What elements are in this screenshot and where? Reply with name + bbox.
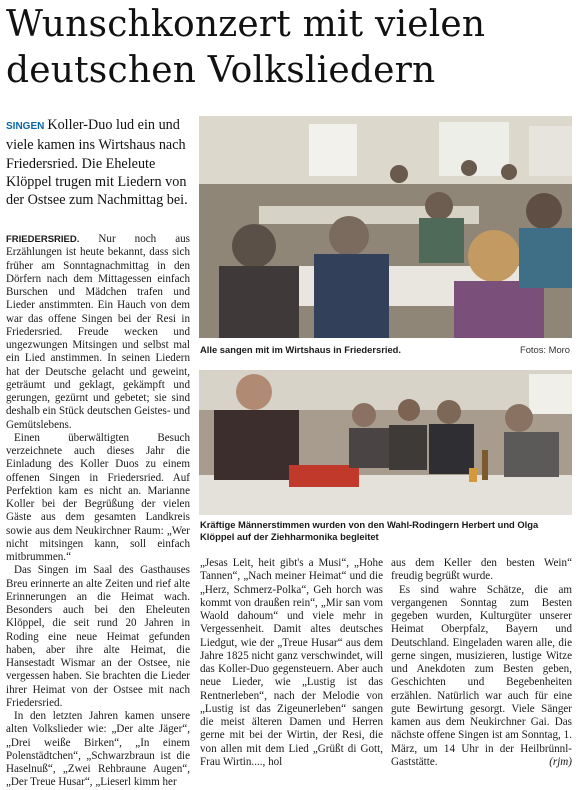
- body-paragraph-5: „Jesas Leit, heit gibt's a Musi“, „Hohe Tannen“, „Nach meiner Heimat“ und die „Herz, Schmerz-Polka“, Geh horch was kommt von draußen rein“, „Mir san vom Waold dahoum“ und viele mehr in Vergessenheit. Damit altes deutsches Liedgut, wie der „Treue Husar“ aus dem Jahre 1825 nicht ganz verschwindet, will das Koller-Duo gegensteuern. Aber auch neue Lieder, wie „Lustig ist das Rentnerleben“, nach der Melodie von „Lustig ist das Zigeunerleben“ sangen die meist älteren Damen und Herren gerne mit bei der Wirtin, der Resi, die von allen mit dem Lied „Grüßt di Gott, Frau Wirtin...., hol: [200, 557, 383, 768]
- kicker-label: SINGEN: [6, 121, 45, 132]
- photo-caption-top: Alle sangen mit im Wirtshaus in Friedersried.: [200, 344, 402, 355]
- photo-male-singers: [199, 370, 572, 515]
- lead-text: Koller-Duo lud ein und viele kamen ins Wirtshaus nach Friedersried. Die Eheleute Klöppel trugen mit Liedern von der Ostsee zum Nachmittag bei.: [6, 117, 188, 209]
- dateline: FRIEDERSRIED.: [6, 234, 80, 245]
- article-column-3: [391, 557, 572, 769]
- body-paragraph-3: Das Singen im Saal des Gasthauses Breu erinnerte an alte Zeiten und rief alte Erinnerungen an die Heimat wach. Besonders auch bei den Eheleuten Klöppel, die seit rund 20 Jahren in Roding eine neue Heimat gefunden haben, aber ihre alte Heimat, die Hansestadt Wismar an der Ostsee, nie vergessen haben. Sie brachten die Lieder ihrer Heimat von der Ostsee mit nach Friedersried.: [6, 564, 190, 709]
- headline: Wunschkonzert mit vielen deutschen Volksliedern: [6, 4, 486, 91]
- photo-singers-in-inn: [199, 116, 572, 338]
- body-paragraph-4: In den letzten Jahren kamen unsere alten Volkslieder wie: „Der alte Jäger“, „Drei weiße Birken“, „In einem Polenstädtchen“, „Schwarzbraun ist die Haselnuß“, „Zwei Rehbraune Augen“, „Der Treue Husar“, „Lieserl kimm her: [6, 710, 190, 789]
- body-text-1: Nur noch aus Erzählungen ist heute bekannt, dass sich früher am Sonntagnachmittag in den Dörfern nach dem Mittagessen einfach Burschen und Mädchen trafen und Lieder anstimmten. Ein Hauch von dem war das offene Singen bei der Resi in Friedersried. Freude wecken und ungezwungen Mitsingen und selbst mal ein Lied anstimmen. In seinen Liedern hat der Deutsche gelacht und geweint, geträumt und geklagt, gekämpft und gerungen, gezürnt und gebetet; sie sind deshalb ein Stück deutschen Geistes- und Gemütslebens.: [6, 233, 191, 431]
- body-text-7: Es sind wahre Schätze, die am vergangenen Sonntag zum Besten gegeben wurden, Kulturgüter unserer Heimat Oberpfalz, Bayern und Deutschland. Eingeladen waren alle, die gerne singen, musizieren, lustige Witze und Anekdoten zum Besten geben, Geschichten und Begebenheiten erzählen. Natürlich war auch für eine gute Bewirtung gesorgt. Viele Sänger kamen aus dem Neukirchner Gai. Das nächste offene Singen ist am Sonntag, 1. März, um 14 Uhr in der Heilbrünnl-Gaststätte.: [391, 583, 572, 768]
- photo-credit: Fotos: Moro: [519, 344, 570, 355]
- body-paragraph-2: Einen überwältigten Besuch verzeichnete auch dieses Jahr die Einladung des Koller Duos zu einem offenen Singen in Friedersried. Auf Perfektion kam es nicht an. Marianne Koller bei der Begrüßung der vielen Gäste aus dem gesamten Landkreis sowie aus dem Neukirchner Raum: „Wer nicht mitsingen kann, soll einfach mitbrummen.“: [6, 431, 190, 563]
- article-column-2: [200, 557, 383, 769]
- photo-caption-bottom: Kräftige Männerstimmen wurden von den Wahl-Rodingern Herbert und Olga Klöppel auf der Ziehharmonika begleitet: [200, 519, 539, 543]
- lead-paragraph: [6, 116, 192, 209]
- body-paragraph-6: aus dem Keller den besten Wein“ freudig begrüßt wurde.: [391, 557, 572, 583]
- body-paragraph-1: [6, 233, 190, 432]
- article-column-1: [6, 233, 190, 790]
- author-signature: (rjm): [549, 755, 572, 768]
- body-paragraph-7: [391, 584, 572, 770]
